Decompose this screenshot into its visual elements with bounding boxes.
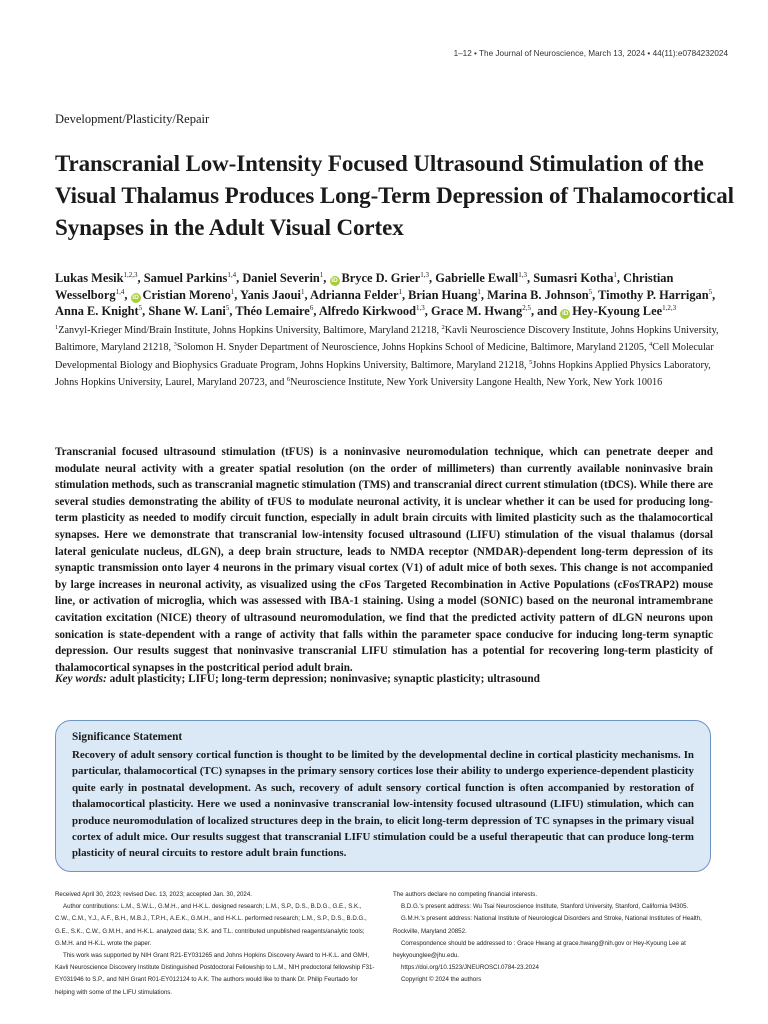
affiliation-number: 4 — [649, 341, 653, 349]
author-affiliation-sup: 1,4 — [227, 271, 237, 279]
footnote: B.D.G.'s present address: Wu Tsai Neuroscience Institute, Stanford University, Stanford, California 94305. — [401, 903, 689, 911]
footnotes-left — [55, 889, 377, 999]
affiliation-text: Solomon H. Snyder Department of Neuroscience, Johns Hopkins School of Medicine, Baltimore, Maryland 21205, — [176, 342, 650, 354]
author-name: iD Cristian Moreno$^1$, — [132, 287, 238, 302]
author-name: Shane W. Lani$^5$, — [148, 304, 233, 318]
author-name: Gabrielle Ewall$^{1,3}$, — [435, 271, 531, 285]
abstract: Transcranial focused ultrasound stimulation (tFUS) is a noninvasive neuromodulation technique, which can penetrate deeper and modulate neural activity with a greater spatial resolution (on the order of millimeters) than currently available noninvasive brain stimulation methods, such as transcranial magnetic stimulation (TMS) and transcranial direct current stimulation (tDCS). While there are several studies demonstrating the ability of tFUS to modulate neuronal activity, it is unclear whether it can be used for producing long-term plasticity as needed to modify circuit function, especially in adult brain circuits with limited plasticity such as the thalamocortical synapses. Here we demonstrate that transcranial low-intensity focused ultrasound (LIFU) stimulation of the visual thalamus (dorsal lateral geniculate nucleus, dLGN), a deep brain structure, leads to NMDA receptor (NMDAR)-dependent long-term depression of its synaptic transmission onto layer 4 neurons in the primary visual cortex (V1) of adult mice of both sexes. This change is not accompanied by large increases in neuronal activity, as visualized using the cFos Targeted Recombination in Active Populations (cFosTRAP2) mouse line, or activation of microglia, which was assessed with IBA-1 staining. Using a model (SONIC) based on the neuronal intramembrane cavitation excitation (NICE) theory of ultrasound neuromodulation, we find that the predicted activity pattern of dLGN neurons upon sonication is state-dependent with a range of activity that falls within the parameter space conducive for inducing long-term synaptic depression. Our results suggest that noninvasive transcranial LIFU stimulation has a potential for recovering long-term plasticity of thalamocortical synapses in the postcritical period adult brain. — [55, 446, 713, 674]
author-affiliation-sup: 1 — [398, 287, 402, 296]
orcid-icon[interactable]: iD — [331, 277, 338, 284]
footnote: The authors declare no competing financial interests. — [393, 891, 538, 898]
article-title: Transcranial Low-Intensity Focused Ultrasound Stimulation of the Visual Thalamus Produces Long-Term Depression of Thalamocortical Synapses in the Adult Visual Cortex — [55, 151, 734, 240]
affiliation-text: Kavli Neuroscience Discovery Institute, Johns Hopkins University, Baltimore, Maryland 21218, — [55, 324, 719, 354]
affiliation-text: Neuroscience Institute, New York University Langone Health, New York, New York 10016 — [290, 377, 663, 389]
affiliations — [55, 322, 720, 392]
keywords-line — [55, 673, 540, 685]
author-name: iD Bryce D. Grier$^{1,3}$, — [331, 271, 433, 285]
author-name: Adrianna Felder$^1$, — [310, 287, 406, 302]
footnote: Author contributions: L.M., S.W.L., G.M.H., and H-K.L. designed research; L.M., S.P., D.S., B.D.G., G.E., S.K., C.W., C.M., Y.J., A.F., B.H., M.B.J., T.P.H., A.E.K., G.M.H., and H-K.L. performed research; L.M., S.P., D.S., B.D.G., G.E., S.K., C.W., G.M.H., and H-K.L. analyzed data; S.K. and T.L. contributed unpublished reagents/analytic tools; G.M.H. and H-K.L. wrote the paper. — [55, 903, 367, 947]
author-affiliation-sup: 1 — [300, 287, 305, 296]
author-name: Théo Lemaire$^6$, — [235, 304, 317, 318]
author-affiliation-sup: 1 — [319, 271, 324, 279]
author-name: Lukas Mesik$^{1,2,3}$, — [55, 271, 141, 285]
author-affiliation-sup: 6 — [309, 304, 314, 312]
footnotes — [55, 889, 715, 999]
author-name: Timothy P. Harrigan$^5$, — [598, 287, 716, 302]
author-name: Christian Wesselborg$^{1,4}$, — [55, 271, 674, 302]
author-affiliation-sup: 1 — [613, 271, 617, 279]
affiliation-text: Johns Hopkins Applied Physics Laboratory, Johns Hopkins University, Laurel, Maryland 20723, and — [55, 359, 711, 389]
author-affiliation-sup: 1,2,3 — [662, 304, 677, 312]
author-affiliation-sup: 1,3 — [416, 304, 425, 312]
author-name: Samuel Parkins$^{1,4}$, — [143, 271, 240, 285]
section-label: Development/Plasticity/Repair — [55, 112, 210, 126]
significance-statement-box — [55, 720, 711, 872]
running-head: 1–12 • The Journal of Neuroscience, March 13, 2024 • 44(11):e0784232024 — [453, 49, 728, 58]
affiliation-text: Cell Molecular Developmental Biology and Biophysics Graduate Program, Johns Hopkins University, Baltimore, Maryland 21218, — [55, 342, 714, 371]
author-affiliation-sup: 1 — [230, 287, 235, 296]
authors-block — [55, 270, 720, 392]
author-affiliation-sup: 1,3 — [518, 271, 527, 279]
footnote: Received April 30, 2023; revised Dec. 13, 2023; accepted Jan. 30, 2024. — [55, 891, 252, 898]
significance-body: Recovery of adult sensory cortical function is thought to be limited by the developmental decline in cortical plasticity mechanisms. In particular, thalamocortical (TC) synapses in the primary sensory cortices lose their ability to undergo experience-dependent plasticity quite early in postnatal development. As such, recovery of adult sensory cortical function is often accompanied by restoration of thalamocortical plasticity. Here we used a noninvasive transcranial low-intensity focused ultrasound (LIFU) stimulation, which can produce neuromodulation of localized structures deep in the brain, to elicit long-term depression of TC synapses in the primary visual cortex of adult mice. Our results suggest that transcranial LIFU stimulation could be a useful therapeutic that can produce long-term plasticity of neural circuits to restore adult brain functions. — [72, 749, 694, 860]
keywords-label: Key words: — [55, 673, 107, 685]
affiliation-number: 1 — [55, 323, 59, 331]
footnote[interactable]: https://doi.org/10.1523/JNEUROSCI.0784-23.2024 — [401, 964, 539, 972]
author-affiliation-sup: 5 — [708, 287, 713, 296]
author-affiliation-sup: 1,4 — [115, 287, 125, 296]
footnote: Copyright © 2024 the authors — [401, 976, 482, 984]
affiliation-number: 2 — [441, 323, 445, 331]
footnote[interactable]: Correspondence should be addressed to : Grace Hwang at grace.hwang@nih.gov or Hey-Kyoung Lee at heykyounglee@jhu.edu. — [393, 939, 686, 960]
author-name: Anna E. Knight$^5$, — [55, 304, 146, 318]
author-name: Alfredo Kirkwood$^{1,3}$, — [318, 304, 428, 318]
author-name: Grace M. Hwang$^{2,5}$, — [431, 304, 535, 318]
significance-title: Significance Statement — [72, 731, 183, 743]
author-affiliation-sup: 5 — [588, 287, 593, 296]
footnotes-right — [393, 889, 715, 999]
footnote: This work was supported by NIH Grant R21-EY031265 and Johns Hopkins Discovery Award to H-K.L. and GMH, Kavli Neuroscience Discovery Institute Distinguished Postdoctoral Fellowship to L.M., NIH predoctoral fellowship F31-EY031946 to S.P., and NIH Grant R01-EY012124 to A.K. The authors would like to thank Dr. Philip Feurtado for helping with some of the LIFU stimulations. — [55, 952, 375, 996]
author-name: Sumasri Kotha$^1$, — [533, 271, 621, 285]
author-name: and — [537, 304, 558, 318]
author-name: Marina B. Johnson$^5$, — [487, 287, 596, 302]
keywords-text: adult plasticity; LIFU; long-term depression; noninvasive; synaptic plasticity; ultrasound — [109, 673, 540, 685]
orcid-icon[interactable]: iD — [562, 310, 569, 317]
author-name: Daniel Severin$^1$, — [242, 271, 327, 285]
author-name: Brian Huang$^1$, — [408, 287, 484, 302]
footnote: G.M.H.'s present address: National Institute of Neurological Disorders and Stroke, National Institutes of Health, Rockville, Maryland 20852. — [393, 915, 702, 935]
affiliation-text: Zanvyl-Krieger Mind/Brain Institute, Johns Hopkins University, Baltimore, Maryland 21218, — [58, 324, 442, 336]
affiliation-number: 3 — [173, 341, 177, 349]
affiliation-number: 6 — [286, 376, 291, 384]
author-affiliation-sup: 1,3 — [420, 271, 430, 279]
author-affiliation-sup: 1,2,3 — [123, 271, 138, 279]
author-name: Yanis Jaoui$^1$, — [240, 287, 308, 302]
author-affiliation-sup: 2,5 — [522, 304, 531, 312]
author-name: iD Hey-Kyoung Lee$^{1,2,3}$ — [562, 304, 677, 318]
orcid-icon[interactable]: iD — [132, 293, 139, 301]
author-affiliation-sup: 5 — [138, 304, 143, 312]
author-list — [55, 270, 720, 320]
affiliation-number: 5 — [529, 358, 533, 366]
author-affiliation-sup: 1 — [477, 287, 481, 296]
author-affiliation-sup: 5 — [225, 304, 230, 312]
